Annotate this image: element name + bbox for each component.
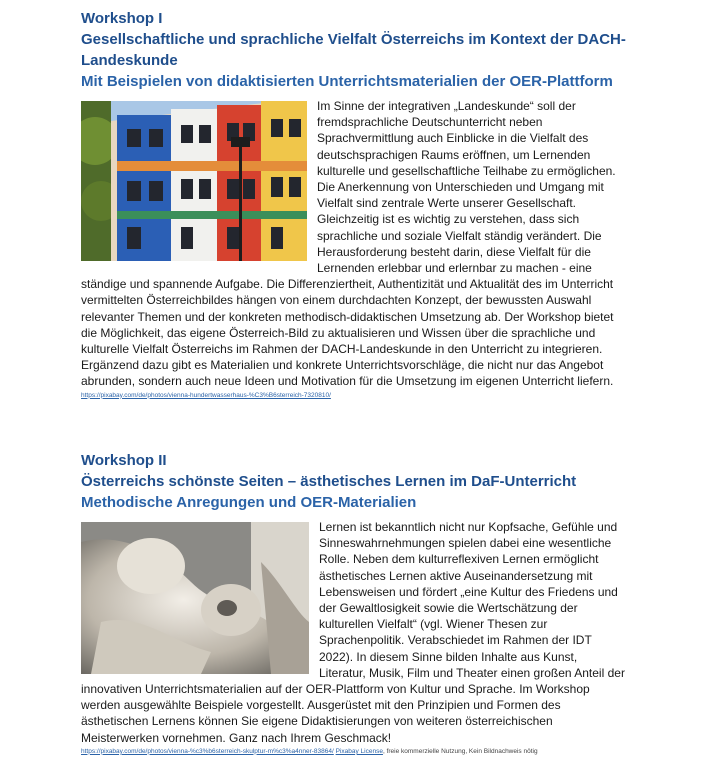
workshop-2-label: Workshop II	[81, 452, 167, 469]
workshop-2-title: Österreichs schönste Seiten – ästhetisches Lernen im DaF-Unterricht	[81, 473, 577, 490]
workshop-1-source-link[interactable]: https://pixabay.com/de/photos/vienna-hundertwasserhaus-%C3%B6sterreich-7320810/	[81, 391, 331, 399]
pixabay-license-link[interactable]: Pixabay License	[335, 747, 383, 755]
workshop-1-image-source	[81, 391, 627, 401]
workshop-2-section	[81, 450, 627, 757]
workshop-1-label: Workshop I	[81, 10, 163, 27]
workshop-2-source-link[interactable]: https://pixabay.com/de/photos/vienna-%c3%b6sterreich-skulptur-m%c3%a4nner-83864/	[81, 747, 334, 755]
workshop-2-image-source	[81, 747, 627, 757]
workshop-1-body: Im Sinne der integrativen „Landeskunde“ soll der fremdsprachliche Deutschunterricht neben Sprachvermittlung auch Einblicke in die Vielfalt des deutschsprachigen Raums eröffnen, um Lernenden kulturelle und gesellschaftliche Teilhabe zu ermöglichen. Die Anerkennung von Unterschieden und Umgang mit Vielfalt sind zentrale Werte unserer Gesellschaft. Gleichzeitig ist es wichtig zu verstehen, dass sich sprachliche und soziale Vielfalt ständig verändert. Die Herausforderung besteht darin, diese Vielfalt für die Lernenden erlebbar und erlernbar zu machen - eine ständige und spannende Aufgabe. Die Differenziertheit, Authentizität und Aktualität des im Unterricht vermittelten Österreichbildes hängen von einem durchdachten Konzept, der bewussten Auswahl relevanter Themen und der konkreten methodisch-didaktischen Umsetzung ab. Der Workshop bietet die Möglichkeit, das eigene Österreich-Bild zu aktualisieren und Wissen über die sprachliche und kulturelle Vielfalt Österreichs im Rahmen der DACH-Landeskunde in den Unterricht zu integrieren. Ergänzend dazu gibt es Materialien und konkrete Unterrichtsvorschläge, die nicht nur das Angebot abrunden, sondern auch neue Ideen und Motivation für die Umsetzung im eigenen Unterricht liefern.	[81, 99, 616, 389]
workshop-1-subtitle: Mit Beispielen von didaktisierten Unterrichtsmaterialien der OER-Plattform	[81, 73, 613, 90]
sculpture-photo	[81, 522, 309, 674]
license-note: , freie kommerzielle Nutzung, Kein Bildnachweis nötig	[382, 747, 538, 755]
workshop-1-section	[81, 8, 627, 401]
workshop-2-body: Lernen ist bekanntlich nicht nur Kopfsache, Gefühle und Sinneswahrnehmungen spielen dabei eine wesentliche Rolle. Neben dem kulturreflexiven Lernen ermöglicht ästhetisches Lernen aktive Auseinandersetzung mit Lebensweisen und fördert „eine Kultur des Friedens und der Gewaltlosigkeit sowie die Wertschätzung der kulturellen Vielfalt“ (vgl. Wiener Thesen zur Sprachenpolitik. Verabschiedet im Rahmen der IDT 2022). In diesem Sinne bilden Inhalte aus Kunst, Literatur, Musik, Film und Theater einen großen Anteil der innovativen Unterrichtsmaterialien auf der OER-Plattform von Kultur und Sprache. Im Workshop werden ausgewählte Beispiele vorgestellt. Ausgerüstet mit den Prinzipien und Formen des ästhetischen Lernens können Sie eigene Didaktisierungen von weiteren österreichischen Meisterwerken vornehmen. Ganz nach Ihrem Geschmack!	[81, 520, 625, 745]
workshop-2-subtitle: Methodische Anregungen und OER-Materialien	[81, 494, 417, 511]
hundertwasserhaus-photo	[81, 101, 307, 261]
workshop-1-title: Gesellschaftliche und sprachliche Vielfalt Österreichs im Kontext der DACH-Landeskunde	[81, 31, 626, 69]
